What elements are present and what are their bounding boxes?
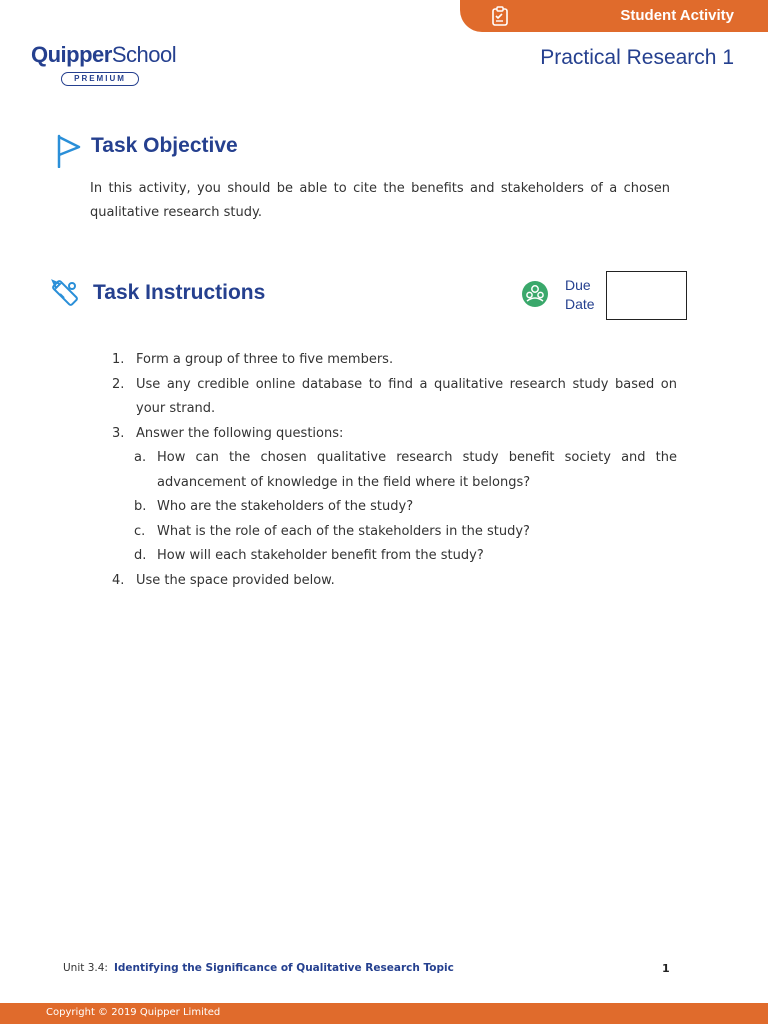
list-item: 1. Form a group of three to five members. [112, 352, 394, 367]
footer-unit: Unit 3.4: Identifying the Significance of Qualitative Research Topic [63, 962, 454, 974]
clipboard-check-icon [490, 6, 510, 26]
objective-text: In this activity, you should be able to cite the benefits and stakeholders of a chosen qualitative research study. [90, 181, 670, 220]
tools-icon [48, 276, 82, 310]
list-item: 3. Answer the following questions: [112, 425, 344, 441]
flag-icon [56, 134, 82, 168]
due-date-label: Due Date [565, 277, 595, 312]
due-date-field[interactable] [606, 271, 687, 320]
sub-list-item: a. How can the chosen qualitative research study benefit society and the advancement of knowledge in the field where it belongs? [134, 450, 677, 490]
sub-list-item: d. How will each stakeholder benefit from the study? [134, 548, 484, 563]
footer-topic: Identifying the Significance of Qualitative Research Topic [113, 962, 454, 974]
student-activity-tab [460, 0, 768, 32]
sub-list-item: b. Who are the stakeholders of the study? [134, 499, 414, 514]
footer-bar [0, 1003, 768, 1024]
list-item: 4. Use the space provided below. [112, 572, 335, 588]
page-number: 1 [662, 962, 670, 975]
group-icon [521, 280, 549, 308]
copyright-text: Copyright © 2019 Quipper Limited [46, 1007, 221, 1018]
list-item: 2. Use any credible online database to find a qualitative research study based on your strand. [112, 376, 677, 416]
subject-title: Practical Research 1 [540, 46, 734, 69]
premium-badge: PREMIUM [61, 72, 139, 86]
tab-label: Student Activity [620, 7, 734, 24]
quipper-school-logo [31, 42, 176, 86]
brand-name: QuipperSchool [31, 42, 177, 67]
task-objective-title: Task Objective [91, 134, 238, 157]
task-instructions-title: Task Instructions [93, 281, 266, 304]
sub-list-item: c. What is the role of each of the stakeholders in the study? [134, 523, 530, 539]
instruction-list [112, 348, 677, 593]
